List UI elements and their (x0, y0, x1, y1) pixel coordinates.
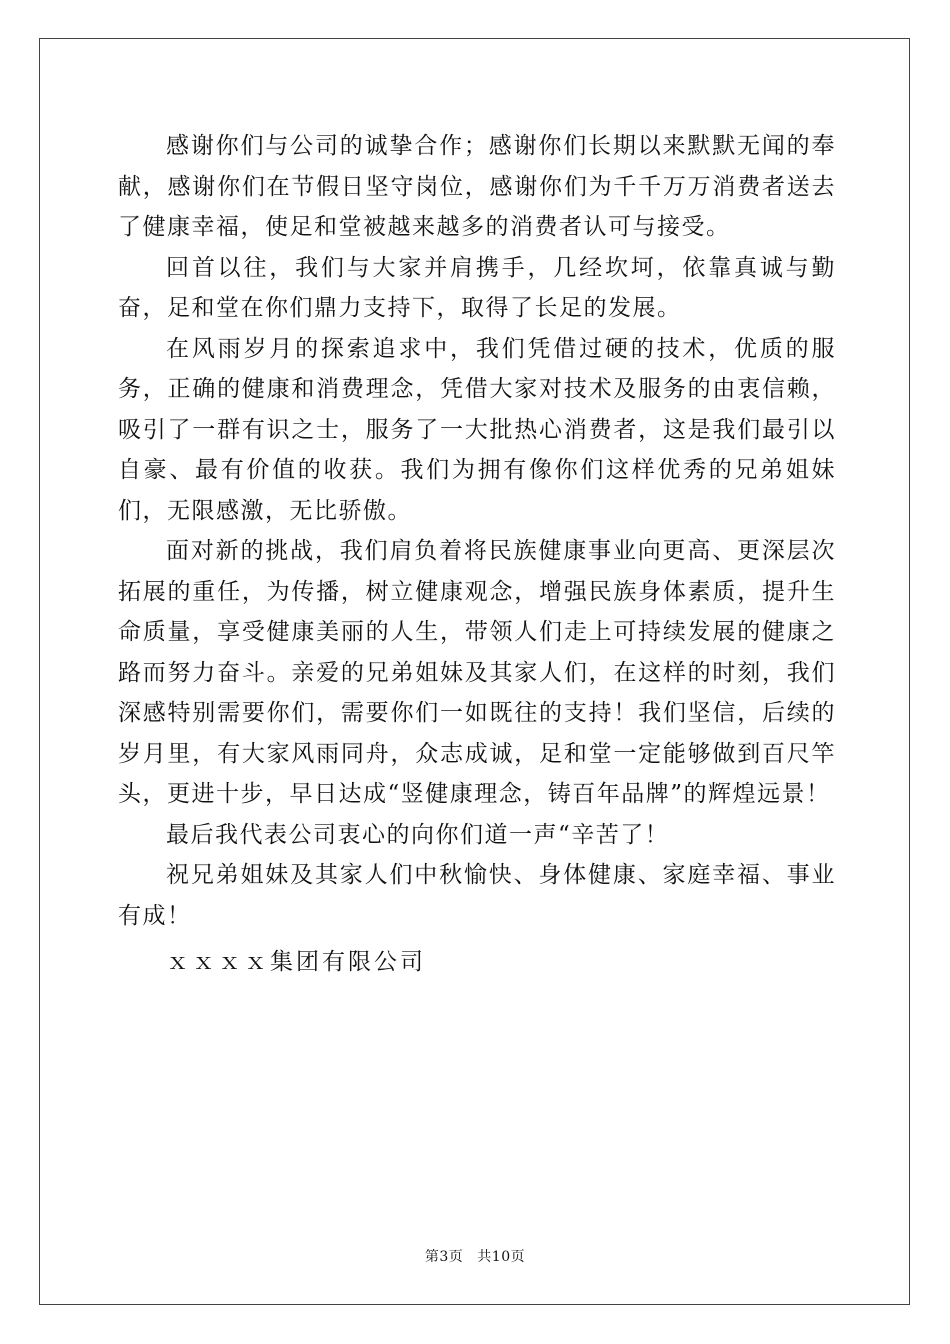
page-number: 第3页 (424, 1249, 464, 1265)
paragraph-challenge: 面对新的挑战，我们肩负着将民族健康事业向更高、更深层次拓展的重任，为传播，树立健康观念，增强民族身体素质，提升生命质量，享受健康美丽的人生，带领人们走上可持续发展的健康之路而努力奋斗。亲爱的兄弟姐妹及其家人们，在这样的时刻，我们深感特别需要你们，需要你们一如既往的支持！我们坚信，后续的岁月里，有大家风雨同舟，众志成诚，足和堂一定能够做到百尺竿头，更进十步，早日达成“竖健康理念，铸百年品牌”的辉煌远景！ (118, 538, 836, 807)
paragraph-exploration: 在风雨岁月的探索追求中，我们凭借过硬的技术，优质的服务，正确的健康和消费理念，凭借大家对技术及服务的由衷信赖，吸引了一群有识之士，服务了一大批热心消费者，这是我们最引以自豪、最有价值的收获。我们为拥有像你们这样优秀的兄弟姐妹们，无限感激，无比骄傲。 (118, 335, 836, 524)
page-footer (0, 1246, 950, 1266)
paragraph-closing-thanks: 最后我代表公司衷心的向你们道一声“辛苦了！ (166, 821, 670, 848)
page-total: 共10页 (477, 1249, 526, 1265)
paragraph-wishes: 祝兄弟姐妹及其家人们中秋愉快、身体健康、家庭幸福、事业有成！ (118, 862, 836, 929)
document-body (118, 126, 836, 983)
paragraph-retrospect: 回首以往，我们与大家并肩携手，几经坎坷，依靠真诚与勤奋，足和堂在你们鼎力支持下，取得了长足的发展。 (118, 254, 836, 321)
company-signature: ｘｘｘｘ集团有限公司 (166, 949, 426, 975)
paragraph-thanks: 感谢你们与公司的诚挚合作；感谢你们长期以来默默无闻的奉献，感谢你们在节假日坚守岗位，感谢你们为千千万万消费者送去了健康幸福，使足和堂被越来越多的消费者认可与接受。 (118, 133, 836, 240)
